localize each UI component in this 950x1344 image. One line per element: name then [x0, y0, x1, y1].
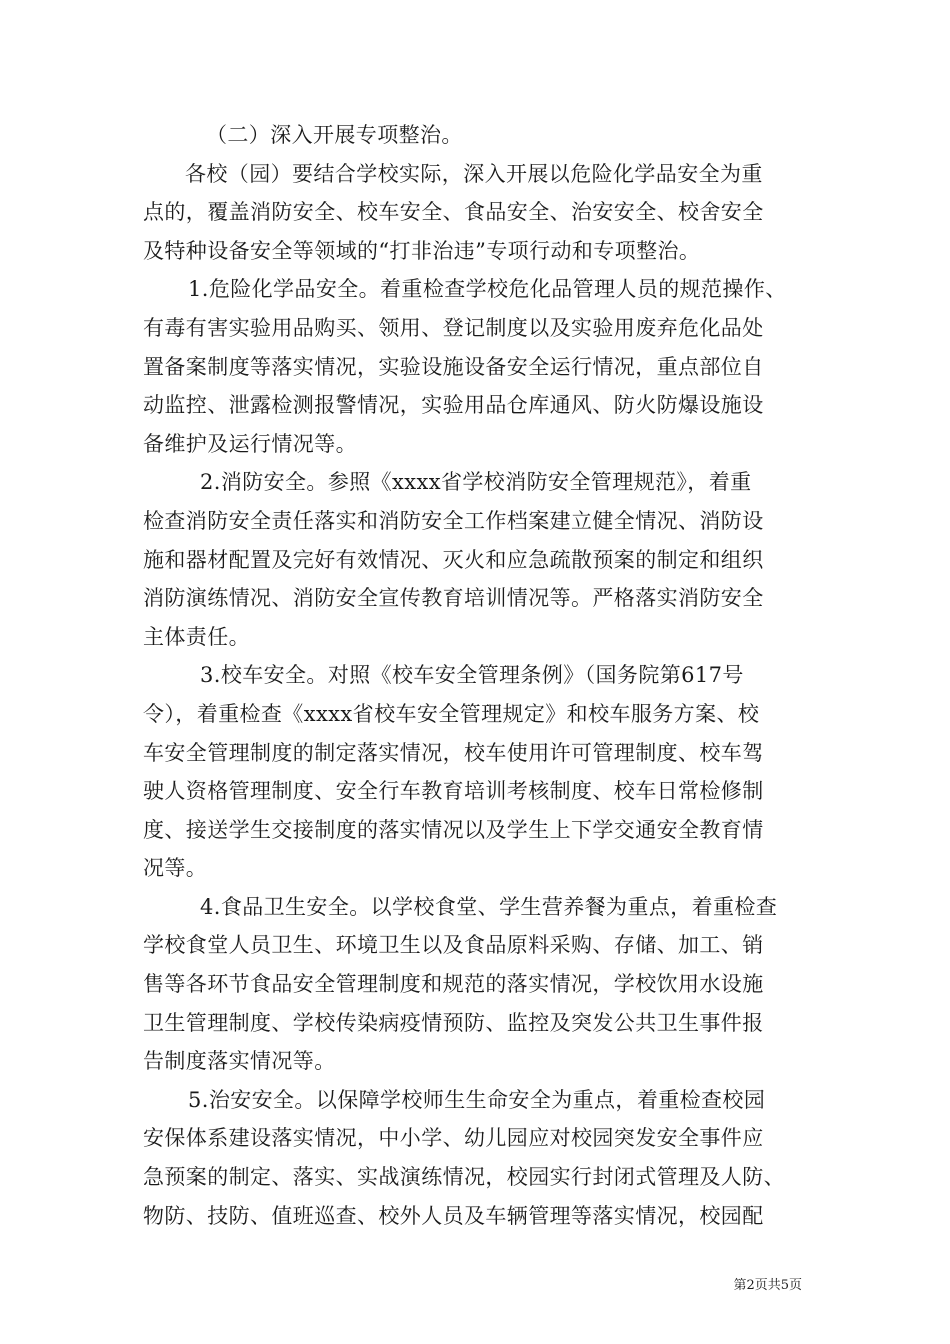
paragraph-line: 5.治安安全。以保障学校师生生命安全为重点，着重检查校园 — [188, 1087, 766, 1112]
paragraph-line: 安保体系建设落实情况，中小学、幼儿园应对校园突发安全事件应 — [143, 1126, 764, 1151]
section-heading: （二）深入开展专项整治。 — [206, 123, 463, 147]
paragraph-line: 4.食品卫生安全。以学校食堂、学生营养餐为重点，着重检查 — [200, 894, 778, 919]
paragraph-line: 3.校车安全。对照《校车安全管理条例》（国务院第617号 — [200, 663, 744, 688]
paragraph-line: 2.消防安全。参照《xxxx省学校消防安全管理规范》，着重 — [200, 470, 752, 495]
paragraph-line: 消防演练情况、消防安全宣传教育培训情况等。严格落实消防安全 — [143, 586, 764, 611]
paragraph-line: 1.危险化学品安全。着重检查学校危化品管理人员的规范操作、 — [188, 277, 787, 302]
paragraph-line: 急预案的制定、落实、实战演练情况，校园实行封闭式管理及人防、 — [143, 1165, 785, 1190]
paragraph-line: 物防、技防、值班巡查、校外人员及车辆管理等落实情况，校园配 — [143, 1203, 764, 1228]
paragraph-line: 点的，覆盖消防安全、校车安全、食品安全、治安安全、校舍安全 — [143, 200, 764, 225]
paragraph-line: 备维护及运行情况等。 — [143, 431, 357, 456]
paragraph-line: 学校食堂人员卫生、环境卫生以及食品原料采购、存储、加工、销 — [143, 933, 764, 958]
paragraph-line: 售等各环节食品安全管理制度和规范的落实情况，学校饮用水设施 — [143, 972, 764, 997]
paragraph-line: 告制度落实情况等。 — [143, 1049, 336, 1074]
paragraph-line: 有毒有害实验用品购买、领用、登记制度以及实验用废弃危化品处 — [143, 315, 764, 340]
paragraph-line: 施和器材配置及完好有效情况、灭火和应急疏散预案的制定和组织 — [143, 547, 764, 572]
paragraph-line: 度、接送学生交接制度的落实情况以及学生上下学交通安全教育情 — [143, 817, 764, 842]
paragraph-line: 置备案制度等落实情况，实验设施设备安全运行情况，重点部位自 — [143, 354, 764, 379]
paragraph-line: 各校（园）要结合学校实际，深入开展以危险化学品安全为重 — [185, 161, 763, 186]
paragraph-line: 况等。 — [143, 856, 208, 881]
paragraph-line: 卫生管理制度、学校传染病疫情预防、监控及突发公共卫生事件报 — [143, 1010, 764, 1035]
paragraph-line: 检查消防安全责任落实和消防安全工作档案建立健全情况、消防设 — [143, 508, 764, 533]
paragraph-line: 及特种设备安全等领域的“打非治违”专项行动和专项整治。 — [143, 238, 701, 263]
paragraph-line: 动监控、泄露检测报警情况，实验用品仓库通风、防火防爆设施设 — [143, 393, 764, 418]
page-number-footer: 第2页共5页 — [733, 1278, 802, 1293]
paragraph-line: 主体责任。 — [143, 624, 250, 649]
paragraph-line: 车安全管理制度的制定落实情况，校车使用许可管理制度、校车驾 — [143, 740, 764, 765]
paragraph-line: 驶人资格管理制度、安全行车教育培训考核制度、校车日常检修制 — [143, 779, 764, 804]
document-body — [143, 116, 811, 1235]
paragraph-line: 令），着重检查《xxxx省校车安全管理规定》和校车服务方案、校 — [143, 701, 760, 726]
